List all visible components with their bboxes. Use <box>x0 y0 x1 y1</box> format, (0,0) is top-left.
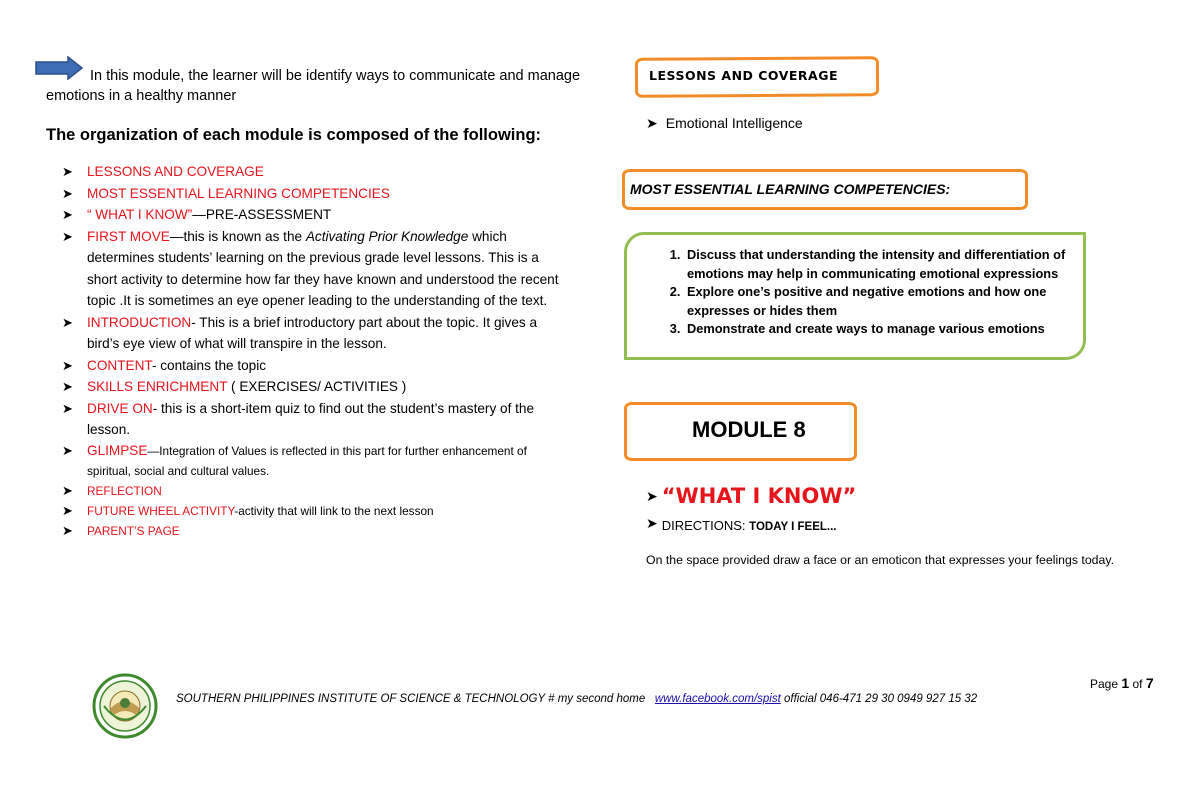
chevron-right-icon: ➤ <box>62 207 73 222</box>
list-item: ➤ FUTURE WHEEL ACTIVITY-activity that will link to the next lesson <box>62 501 562 521</box>
chevron-right-icon: ➤ <box>62 228 73 244</box>
chevron-right-icon: ➤ <box>62 502 73 518</box>
intro-line-1: In this module, the learner will be identify ways to communicate and manage <box>90 68 581 84</box>
school-seal-logo <box>92 673 158 739</box>
list-item: ➤ LESSONS AND COVERAGE <box>62 161 562 183</box>
chevron-right-icon: ➤ <box>62 400 73 416</box>
list-item: ➤ REFLECTION <box>62 481 562 501</box>
chevron-right-icon: ➤ <box>62 357 73 373</box>
list-item: ➤ MOST ESSENTIAL LEARNING COMPETENCIES <box>62 183 562 205</box>
melc-title: MOST ESSENTIAL LEARNING COMPETENCIES: <box>630 181 951 197</box>
directions: ➤ DIRECTIONS: TODAY I FEEL... <box>646 515 837 533</box>
chevron-right-icon: ➤ <box>62 482 73 498</box>
chevron-right-icon: ➤ <box>62 442 73 458</box>
chevron-right-icon: ➤ <box>646 515 658 531</box>
list-item: ➤ GLIMPSE—Integration of Values is reflected in this part for further enhancement of spiritual, social and cultural values. <box>62 442 527 478</box>
module-parts-list <box>62 161 562 541</box>
list-item: 2. Explore one’s positive and negative emotions and how one expresses or hides them <box>684 283 1094 320</box>
chevron-right-icon: ➤ <box>62 185 73 201</box>
facebook-link[interactable]: www.facebook.com/spist <box>654 693 781 705</box>
lesson-item: ➤ Emotional Intelligence <box>646 115 803 131</box>
list-item: ➤ INTRODUCTION- This is a brief introductory part about the topic. It gives a bird’s eye view of what will transpire in the lesson. <box>62 312 562 355</box>
organization-heading: The organization of each module is composed of the following: <box>46 126 542 144</box>
chevron-right-icon: ➤ <box>62 379 73 394</box>
chevron-right-icon: ➤ <box>646 115 658 131</box>
list-item: ➤ FIRST MOVE—this is known as the Activating Prior Knowledge which determines students’ learning on the previous grade level lessons. This is a short activity to determine how far they have known and understood the recent topic .It is sometimes an eye opener leading to the understanding of the text. <box>62 226 562 312</box>
list-item: ➤ “ WHAT I KNOW”—PRE-ASSESSMENT <box>62 204 562 226</box>
list-item: ➤ DRIVE ON- this is a short-item quiz to find out the student’s mastery of the lesson. <box>62 398 562 441</box>
list-item: ➤ PARENT’S PAGE <box>62 521 562 541</box>
list-item: ➤ CONTENT- contains the topic <box>62 355 562 377</box>
list-item: 3. Demonstrate and create ways to manage various emotions <box>684 320 1094 339</box>
competencies-list <box>662 246 1094 339</box>
what-i-know-heading: ➤ “WHAT I KNOW” <box>646 484 857 508</box>
chevron-right-icon: ➤ <box>62 314 73 330</box>
footer: SOUTHERN PHILIPPINES INSTITUTE OF SCIENCE & TECHNOLOGY # my second home www.facebook.com/spist official 046-471 29 30 0949 927 15 32 <box>176 693 978 705</box>
list-item: ➤ SKILLS ENRICHMENT ( EXERCISES/ ACTIVITIES ) <box>62 376 562 398</box>
chevron-right-icon: ➤ <box>62 164 73 179</box>
module-title: MODULE 8 <box>692 417 806 442</box>
chevron-right-icon: ➤ <box>62 522 73 538</box>
intro-line-2: emotions in a healthy manner <box>46 88 237 104</box>
instruction-text: On the space provided draw a face or an emoticon that expresses your feelings today. <box>646 553 1115 567</box>
intro-paragraph <box>46 66 586 106</box>
lessons-title: LESSONS AND COVERAGE <box>649 68 839 83</box>
chevron-right-icon: ➤ <box>646 489 658 505</box>
list-item: 1. Discuss that understanding the intensity and differentiation of emotions may help in communicating emotional expressions <box>684 246 1094 283</box>
page-number: Page 1 of 7 <box>1090 675 1154 691</box>
